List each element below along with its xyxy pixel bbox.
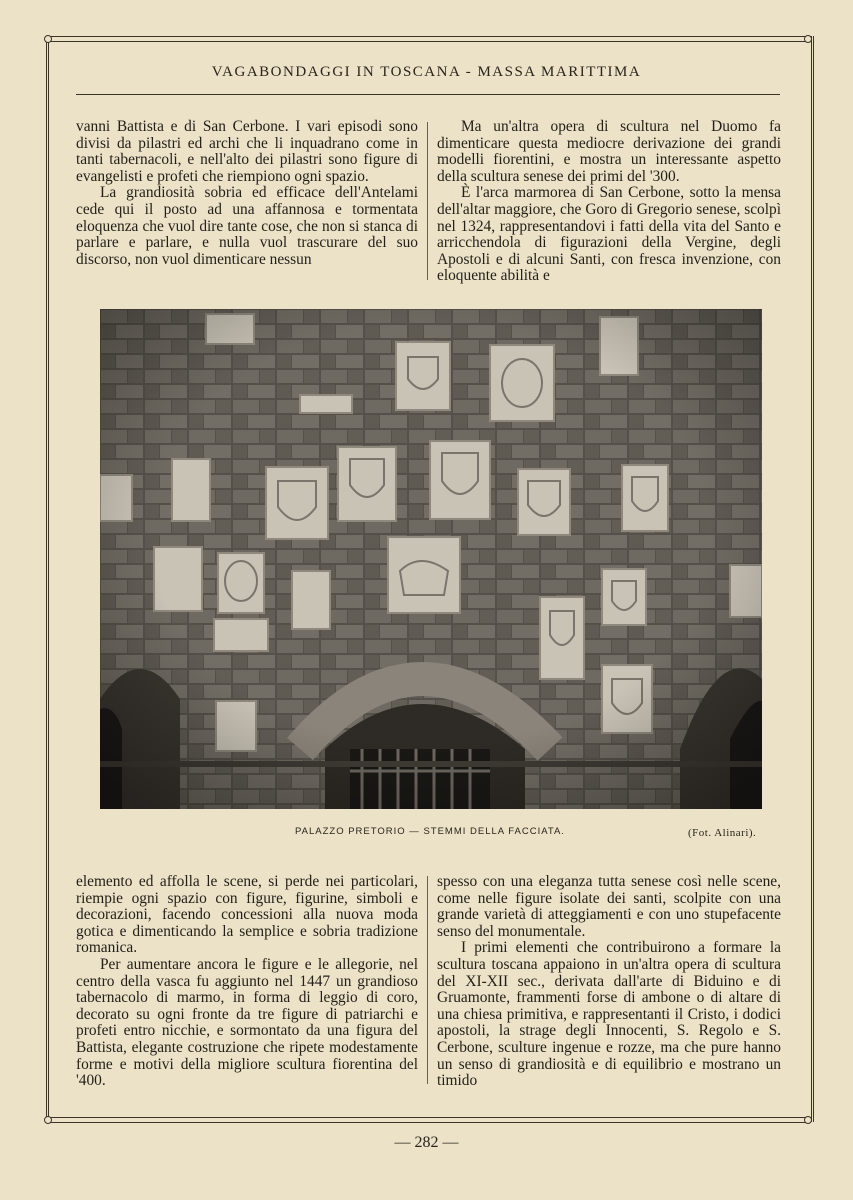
- paragraph: I primi elementi che contribuirono a formare la scultura toscana appaiono in un'altra opera di scultura del XI-XII sec., derivata dall'arte di Biduino e di Gruamonte, frammenti forse di ambone o di altare di una chiesa primitiva, e rappresentanti il Cristo, i dodici apostoli, la strage degli Innocenti, S. Regolo e S. Cerbone, sculture ingenue e rozze, ma che pure hanno un senso di grandiosità e di equilibrio e mostrano un timido: [437, 939, 781, 1090]
- border-rule-top: [48, 36, 806, 37]
- paragraph: elemento ed affolla le scene, si perde nei particolari, riempie ogni spazio con figure, figurine, simboli e decorazioni, facendo concessioni alla nuova moda gotica e dimenticando la semplice e sobria tradizione romanica.: [76, 873, 418, 957]
- paragraph: La grandiosità sobria ed efficace dell'Antelami cede qui il posto ad una affannosa e tormentata eloquenza che vuol dire tante cose, che non si stanca di parlare e parlare, e nulla vuol trascurare del suo discorso, non vuol dimenticare nessun: [76, 184, 418, 268]
- photo-caption: PALAZZO PRETORIO — STEMMI DELLA FACCIATA.: [295, 826, 565, 837]
- text-column-bottom-left: [76, 874, 418, 1090]
- running-head: VAGABONDAGGI IN TOSCANA - MASSA MARITTIMA: [211, 64, 642, 80]
- corner-ornament: [804, 1116, 812, 1124]
- column-divider: [427, 876, 428, 1084]
- text-column-top-left: [76, 119, 418, 268]
- paragraph: vanni Battista e di San Cerbone. I vari episodi sono divisi da pilastri ed archi che li inquadrano come in tanti tabernacoli, e nell'alto dei pilastri sono figure di evangelisti e profeti che riempiono ogni spazio.: [76, 118, 418, 185]
- border-rule-top-inner: [48, 41, 806, 42]
- paragraph: Ma un'altra opera di scultura nel Duomo fa dimenticare questa mediocre derivazione dei grandi modelli fiorentini, e mostra un interessante aspetto della scultura senese dei primi del '300.: [437, 118, 781, 185]
- facade-photograph: [100, 309, 762, 809]
- corner-ornament: [44, 35, 52, 43]
- text-column-top-right: [437, 119, 781, 285]
- corner-ornament: [44, 1116, 52, 1124]
- page-number: — 282 —: [394, 1134, 459, 1151]
- paragraph: Per aumentare ancora le figure e le allegorie, nel centro della vasca fu aggiunto nel 1447 un grandioso tabernacolo di marmo, in forma di leggio di coro, decorato su ogni fronte da tre figure di patriarchi e profeti entro nicchie, e sormontato da una figura del Battista, elegante costruzione che ripete modestamente forme e motivi della migliore scultura fiorentina del '400.: [76, 955, 418, 1090]
- text-column-bottom-right: [437, 874, 781, 1090]
- paragraph: È l'arca marmorea di San Cerbone, sotto la mensa dell'altar maggiore, che Goro di Gregorio senese, scolpì nel 1324, rappresentandovi i fatti della vita del Santo e arricchendola di figurazioni della Vergine, degli Apostoli e di alcuni Santi, con fresca invenzione, con eloquente abilità e: [437, 184, 781, 285]
- paragraph: spesso con una eleganza tutta senese così nelle scene, come nelle figure isolate dei santi, scolpite con una grande varietà di atteggiamenti e con uno stupefacente senso del monumentale.: [437, 873, 781, 940]
- corner-ornament: [804, 35, 812, 43]
- border-rule-bottom: [48, 1122, 806, 1123]
- header-rule: [76, 94, 780, 95]
- facade-illustration: [100, 309, 762, 809]
- photo-credit: (Fot. Alinari).: [688, 827, 757, 839]
- border-rule-bottom-inner: [48, 1117, 806, 1118]
- column-divider: [427, 122, 428, 280]
